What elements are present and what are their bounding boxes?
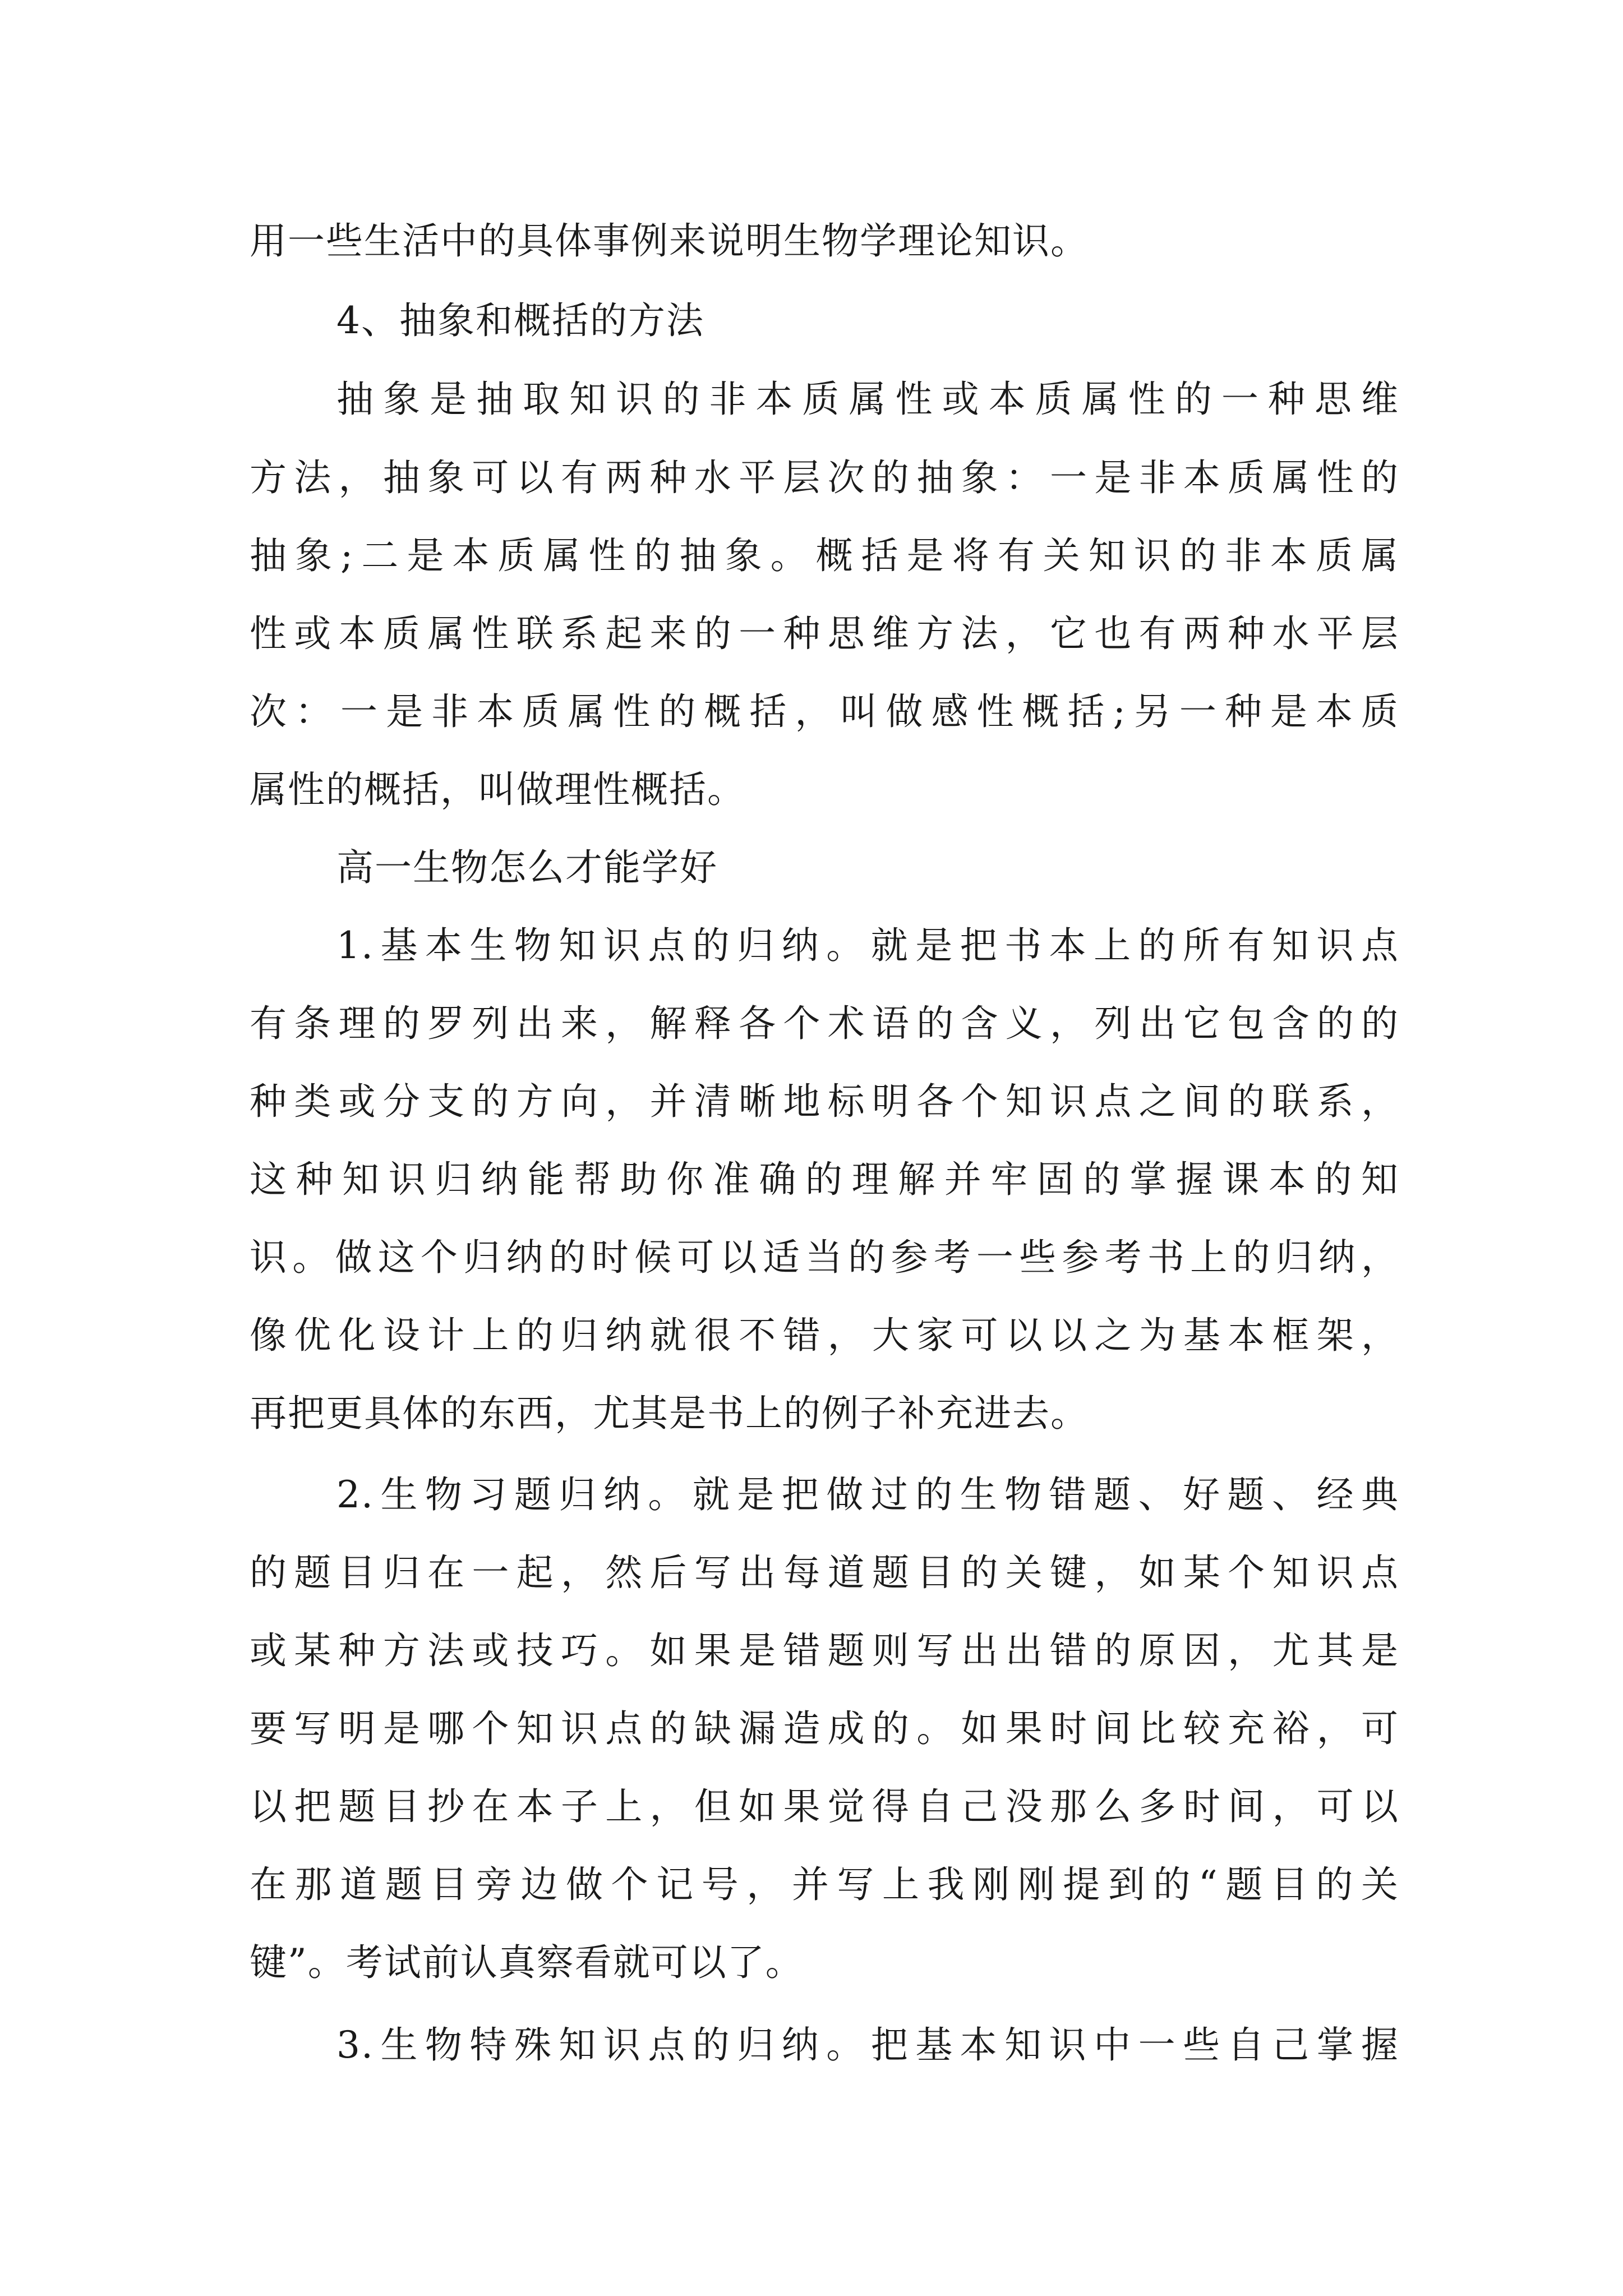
text-line: 以把题目抄在本子上，但如果觉得自己没那么多时间，可以 [250,1785,1399,1828]
text-line: 性或本质属性联系起来的一种思维方法，它也有两种水平层 [250,612,1399,655]
text-line: 再把更具体的东西，尤其是书上的例子补充进去。 [250,1392,1089,1435]
text-line: 1.基本生物知识点的归纳。就是把书本上的所有知识点 [336,924,1399,967]
text-line: 属性的概括，叫做理性概括。 [250,768,745,811]
text-line: 有条理的罗列出来，解释各个术语的含义，列出它包含的的 [250,1002,1399,1045]
text-line: 这种知识归纳能帮助你准确的理解并牢固的掌握课本的知 [250,1158,1399,1201]
text-line: 像优化设计上的归纳就很不错，大家可以以之为基本框架， [250,1314,1399,1357]
text-line: 或某种方法或技巧。如果是错题则写出出错的原因，尤其是 [250,1629,1399,1672]
text-line: 3.生物特殊知识点的归纳。把基本知识中一些自己掌握 [336,2023,1399,2067]
text-line: 的题目归在一起，然后写出每道题目的关键，如某个知识点 [250,1551,1399,1594]
text-line: 在那道题目旁边做个记号，并写上我刚刚提到的“题目的关 [250,1863,1399,1906]
text-line: 2.生物习题归纳。就是把做过的生物错题、好题、经典 [336,1473,1399,1516]
text-line: 方法，抽象可以有两种水平层次的抽象：一是非本质属性的 [250,456,1399,499]
text-line: 抽象是抽取知识的非本质属性或本质属性的一种思维 [336,378,1399,421]
text-line: 次：一是非本质属性的概括，叫做感性概括;另一种是本质 [250,690,1399,733]
text-line: 要写明是哪个知识点的缺漏造成的。如果时间比较充裕，可 [250,1707,1399,1750]
text-line: 键”。考试前认真察看就可以了。 [250,1941,804,1984]
text-line: 识。做这个归纳的时候可以适当的参考一些参考书上的归纳， [250,1236,1399,1279]
text-line: 抽象;二是本质属性的抽象。概括是将有关知识的非本质属 [250,534,1399,577]
section-heading: 高一生物怎么才能学好 [336,846,718,889]
text-line: 种类或分支的方向，并清晰地标明各个知识点之间的联系， [250,1080,1399,1123]
section-heading: 4、抽象和概括的方法 [336,299,704,342]
text-line: 用一些生活中的具体事例来说明生物学理论知识。 [250,219,1089,263]
